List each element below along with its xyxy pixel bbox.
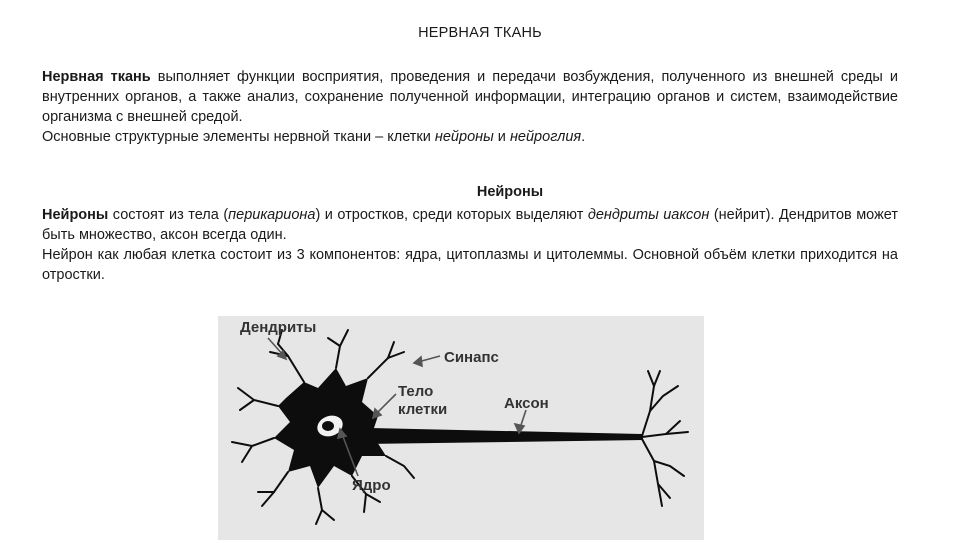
- label-cell-body-line2: клетки: [398, 401, 448, 418]
- term-dendrites-axon: дендриты иаксон: [587, 207, 710, 223]
- neurons-paragraph: [42, 205, 898, 285]
- axon-shape: [368, 428, 643, 444]
- term-perikaryon: перикариона: [228, 207, 316, 223]
- page-title: НЕРВНАЯ ТКАНЬ: [418, 25, 542, 41]
- neurons-text-a: состоят из тела (: [108, 207, 229, 223]
- term-nervous-tissue: Нервная ткань: [42, 69, 151, 85]
- term-neurons: нейроны: [434, 129, 494, 145]
- label-synapse: Синапс: [444, 349, 499, 366]
- section-heading-neurons: Нейроны: [476, 184, 544, 200]
- term-neurons-bold: Нейроны: [42, 207, 109, 223]
- label-dendrites: Дендриты: [240, 319, 317, 336]
- intro-text: выполняет функции восприятия, проведения и передачи возбуждения, полученного из внешней среды и внутренних органов, а также анализ, сохранение полученной информации, интеграцию органов и систем, взаимодействие организма с внешней средой.: [42, 69, 898, 125]
- period: .: [581, 129, 586, 145]
- label-cell-body-line1: Тело: [398, 383, 434, 400]
- neuron-diagram: [218, 316, 704, 540]
- neuron-components-text: Нейрон как любая клетка состоит из 3 компонентов: ядра, цитоплазмы и цитолеммы. Основной объём клетки приходится на отростки.: [42, 247, 898, 283]
- conjunction-and: и: [493, 129, 510, 145]
- intro-paragraph: [42, 67, 898, 147]
- structural-elements-text: Основные структурные элементы нервной ткани – клетки: [42, 129, 435, 145]
- label-nucleus: Ядро: [352, 477, 391, 494]
- neurons-text-b: ) и отростков, среди которых выделяют: [315, 207, 588, 223]
- structural-elements-line: [42, 127, 898, 147]
- neurons-text-c: (нейрит). Дендритов может быть множество, аксон всегда один.: [42, 207, 898, 243]
- label-axon: Аксон: [504, 395, 549, 412]
- neuron-illustration: [218, 316, 704, 540]
- axon-terminal-branches: [642, 371, 688, 506]
- term-neuroglia: нейроглия: [509, 129, 582, 145]
